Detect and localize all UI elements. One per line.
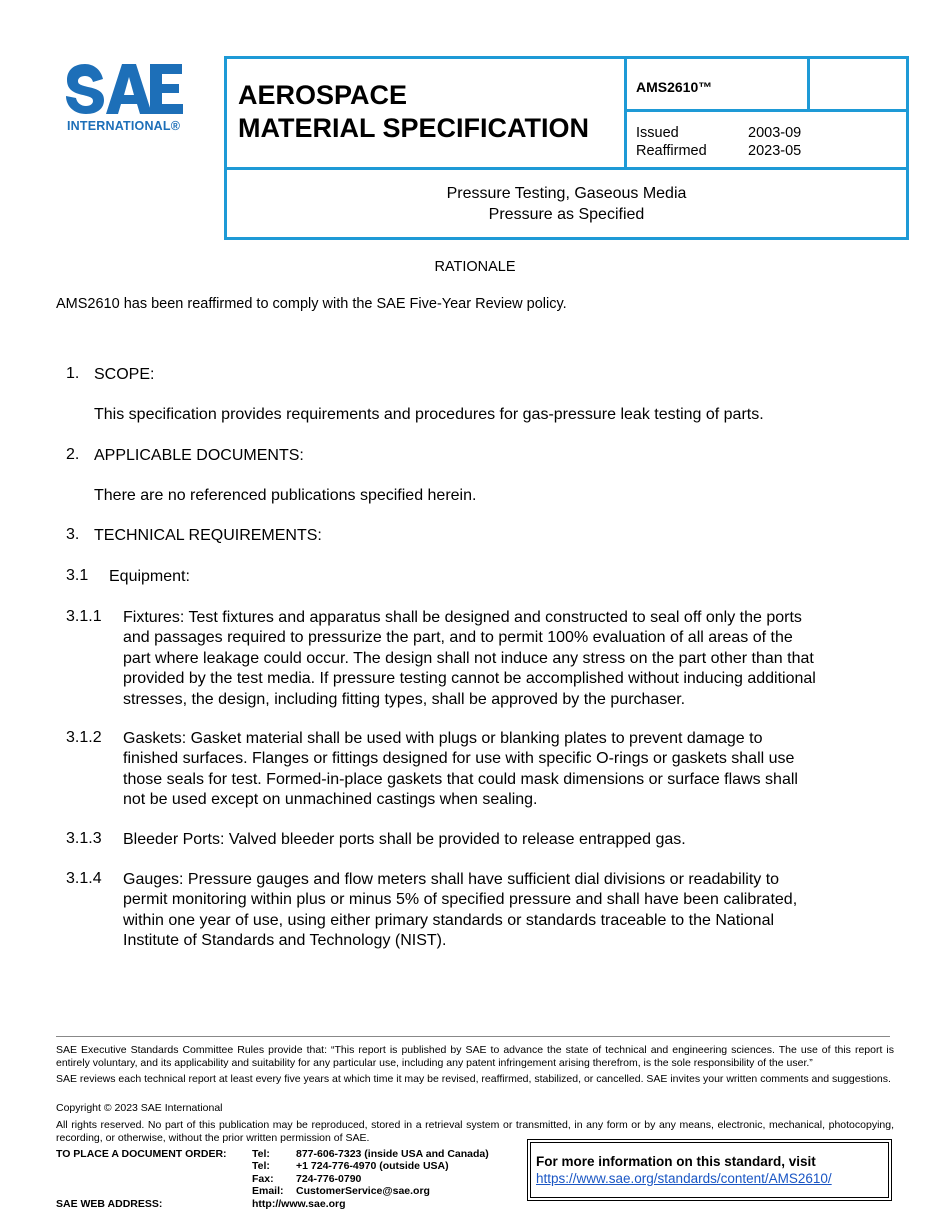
paragraph-line: not be used except on unmachined castings when sealing. xyxy=(123,791,538,809)
web-address-label: SAE WEB ADDRESS: xyxy=(56,1198,163,1210)
section-title: APPLICABLE DOCUMENTS: xyxy=(94,447,304,464)
header-divider xyxy=(807,59,810,109)
email-address: CustomerService@sae.org xyxy=(296,1185,430,1198)
footer-rights-text: All rights reserved. No part of this publication may be reproduced, stored in a retrieval system or transmitted, in any form or by any means, electronic, mechanical, photocopying, recording, or otherwise, without the prior written permission of SAE. xyxy=(56,1119,894,1144)
phone-number: +1 724-776-4970 (outside USA) xyxy=(296,1160,449,1173)
document-number: AMS2610™ xyxy=(636,79,713,95)
more-info-box xyxy=(527,1139,892,1201)
subject-line: Pressure Testing, Gaseous Media xyxy=(446,185,687,202)
paragraph-line: and passages required to pressurize the part, and to permit 100% evaluation of all areas of the xyxy=(123,629,793,647)
paragraph-line: Bleeder Ports: Valved bleeder ports shall be provided to release entrapped gas. xyxy=(123,831,686,848)
rationale-text: AMS2610 has been reaffirmed to comply with the SAE Five-Year Review policy. xyxy=(56,296,567,312)
more-info-heading: For more information on this standard, visit xyxy=(536,1154,816,1169)
section-number: 3.1.3 xyxy=(66,830,102,847)
section-number: 1. xyxy=(66,365,80,382)
header-divider xyxy=(627,109,909,112)
paragraph-gaskets xyxy=(123,729,798,811)
paragraph-line: stresses, the design, including fitting types, shall be approved by the purchaser. xyxy=(123,690,686,708)
section-title: Equipment: xyxy=(109,568,190,585)
section-number: 3.1 xyxy=(66,567,89,584)
paragraph-gauges xyxy=(123,870,797,952)
title-line: AEROSPACE xyxy=(238,80,408,110)
paragraph-line: permit monitoring within plus or minus 5% of specified pressure and shall have been calibrated, xyxy=(123,891,798,909)
order-contacts xyxy=(252,1148,489,1210)
paragraph-line: part where leakage could occur. The design shall not induce any stress on the part other than that xyxy=(123,649,814,667)
paragraph-line: Fixtures: Test fixtures and apparatus shall be designed and constructed to seal off only the ports xyxy=(123,609,802,626)
section-number: 3.1.1 xyxy=(66,608,102,625)
fax-label: Fax: xyxy=(252,1172,274,1185)
section-title: TECHNICAL REQUIREMENTS: xyxy=(94,527,322,544)
email-label: Email: xyxy=(252,1185,284,1198)
document-type-title xyxy=(238,79,589,145)
phone-number: 877-606-7323 (inside USA and Canada) xyxy=(296,1148,489,1160)
section-title: SCOPE: xyxy=(94,366,155,383)
paragraph-bleeder-ports xyxy=(123,830,686,850)
paragraph-line: those seals for test. Formed-in-place gaskets that could mask dimensions or surface flaws shall xyxy=(123,770,798,788)
rationale-heading: RATIONALE xyxy=(434,259,516,275)
paragraph-line: finished surfaces. Flanges or fittings designed for use with specific O-rings or gaskets shall use xyxy=(123,750,795,768)
section-body: This specification provides requirements and procedures for gas-pressure leak testing of parts. xyxy=(94,406,764,423)
paragraph-line: Gaskets: Gasket material shall be used with plugs or blanking plates to prevent damage to xyxy=(123,730,763,747)
paragraph-line: Institute of Standards and Technology (NIST). xyxy=(123,932,447,950)
footer-review-text: SAE reviews each technical report at least every five years at which time it may be revised, reaffirmed, stabilized, or cancelled. SAE invites your written comments and suggestions. xyxy=(56,1073,891,1085)
section-number: 3. xyxy=(66,526,80,543)
header-divider xyxy=(624,59,627,167)
logo-subtitle: INTERNATIONAL® xyxy=(67,119,181,133)
document-dates xyxy=(636,124,801,160)
paragraph-line: Gauges: Pressure gauges and flow meters shall have sufficient dial divisions or readability to xyxy=(123,871,780,888)
section-body: There are no referenced publications specified herein. xyxy=(94,487,477,504)
paragraph-fixtures xyxy=(123,608,816,710)
title-line: MATERIAL SPECIFICATION xyxy=(238,113,589,143)
section-number: 3.1.2 xyxy=(66,729,102,746)
issued-label: Issued xyxy=(636,125,679,141)
footer-rules-text: SAE Executive Standards Committee Rules provide that: “This report is published by SAE to advance the state of technical and engineering sciences. The use of this report is entirely voluntary, and its applicability and suitability for any particular use, including any patent infringement arising therefrom, is the sole responsibility of the user.” xyxy=(56,1044,894,1069)
document-subject xyxy=(227,183,906,225)
subject-line: Pressure as Specified xyxy=(488,206,645,223)
footer-divider xyxy=(56,1036,890,1037)
tel-label: Tel: xyxy=(252,1160,270,1173)
section-number: 3.1.4 xyxy=(66,870,102,887)
issued-value: 2003-09 xyxy=(748,125,802,141)
tel-label: Tel: xyxy=(252,1148,270,1160)
paragraph-line: within one year of use, using either primary standards or standards traceable to the National xyxy=(123,911,775,929)
reaffirmed-label: Reaffirmed xyxy=(636,143,707,159)
header-divider xyxy=(227,167,906,170)
header-frame xyxy=(224,56,909,240)
section-number: 2. xyxy=(66,446,80,463)
fax-number: 724-776-0790 xyxy=(296,1172,362,1185)
web-address[interactable]: http://www.sae.org xyxy=(252,1197,346,1210)
standard-link[interactable]: https://www.sae.org/standards/content/AMS2610/ xyxy=(536,1171,832,1186)
order-label: TO PLACE A DOCUMENT ORDER: xyxy=(56,1148,227,1160)
footer-copyright: Copyright © 2023 SAE International xyxy=(56,1102,223,1114)
reaffirmed-value: 2023-05 xyxy=(748,143,802,159)
paragraph-line: provided by the test media. If pressure testing cannot be accomplished without inducing additional xyxy=(123,670,816,688)
